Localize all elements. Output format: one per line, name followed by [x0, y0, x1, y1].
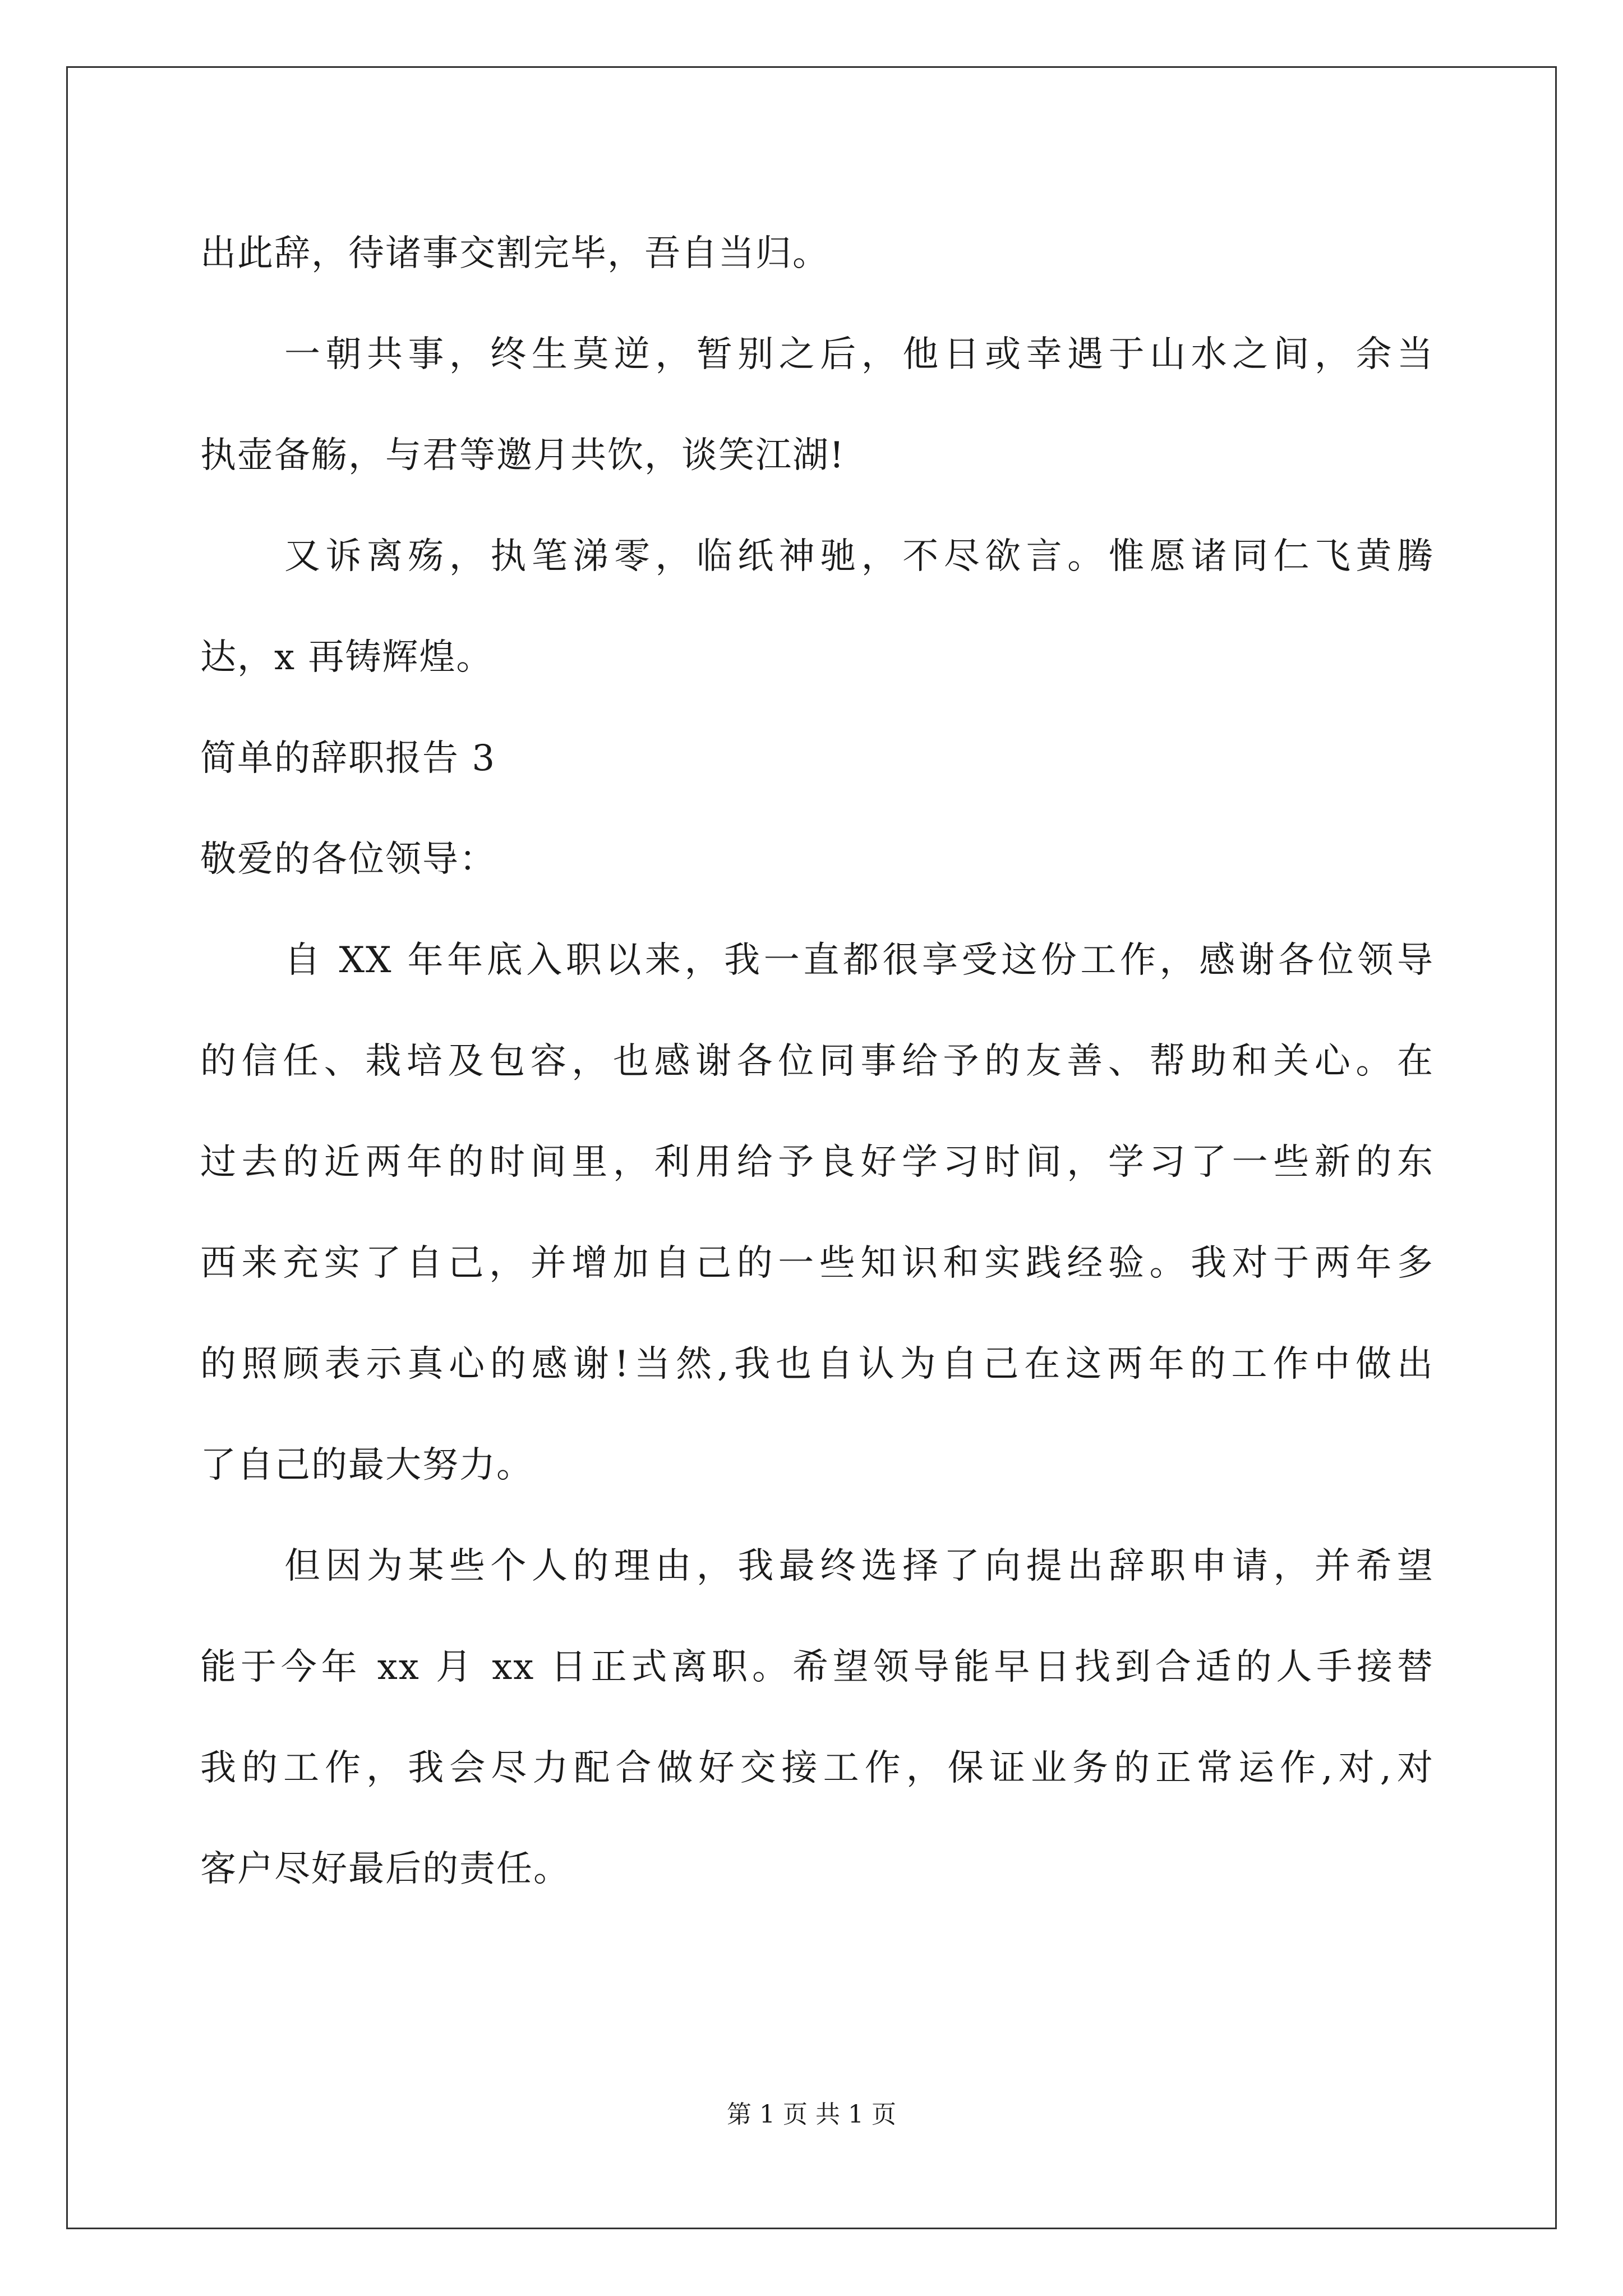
text-line: 了自己的最大努力。	[200, 1444, 533, 1486]
text-line: 又诉离殇，执笔涕零，临纸神驰，不尽欲言。惟愿诸同仁飞黄腾	[284, 536, 1434, 577]
text-line: 过去的近两年的时间里，利用给予良好学习时间，学习了一些新的东	[200, 1142, 1434, 1183]
text-line: 执壶备觞，与君等邀月共饮，谈笑江湖!	[200, 435, 845, 476]
page-footer: 第 1 页 共 1 页	[727, 2100, 896, 2129]
text-line: 我的工作，我会尽力配合做好交接工作，保证业务的正常运作,对,对	[200, 1747, 1434, 1789]
salutation: 敬爱的各位领导：	[200, 839, 496, 880]
text-line: 一朝共事，终生莫逆，暂别之后，他日或幸遇于山水之间，余当	[284, 334, 1434, 375]
section-heading: 简单的辞职报告 3	[200, 738, 496, 779]
text-line: 出此辞，待诸事交割完毕，吾自当归。	[200, 233, 829, 274]
text-line: 达，x 再铸辉煌。	[200, 637, 494, 678]
text-line: 客户尽好最后的责任。	[200, 1848, 570, 1890]
text-line: 的信任、栽培及包容，也感谢各位同事给予的友善、帮助和关心。在	[200, 1041, 1434, 1082]
text-line: 能于今年 xx 月 xx 日正式离职。希望领导能早日找到合适的人手接替	[200, 1646, 1434, 1688]
text-line: 自 XX 年年底入职以来，我一直都很享受这份工作，感谢各位领导	[284, 940, 1434, 981]
text-line: 西来充实了自己，并增加自己的一些知识和实践经验。我对于两年多	[200, 1243, 1434, 1284]
text-line: 的照顾表示真心的感谢!当然,我也自认为自己在这两年的工作中做出	[200, 1343, 1434, 1385]
text-line: 但因为某些个人的理由，我最终选择了向提出辞职申请，并希望	[284, 1545, 1434, 1587]
